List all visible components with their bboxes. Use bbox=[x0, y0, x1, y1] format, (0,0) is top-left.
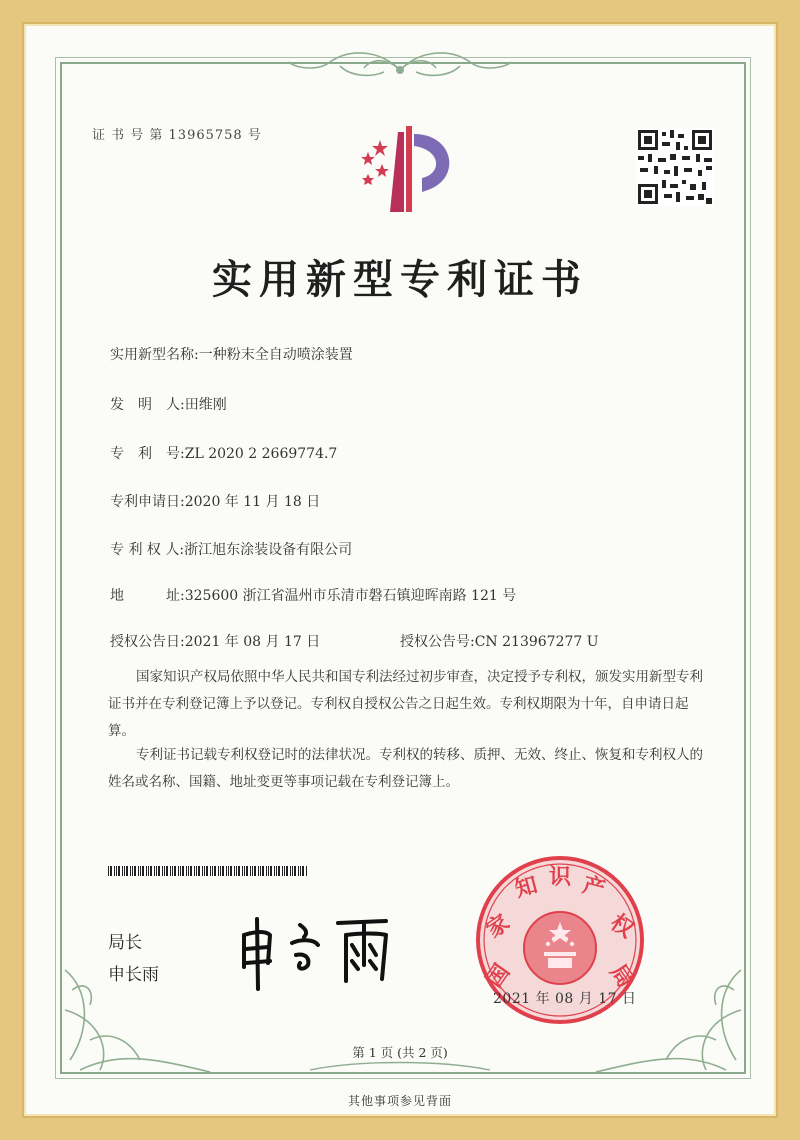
director-name: 申长雨 bbox=[108, 965, 159, 985]
grant-number-label: 授权公告号: bbox=[400, 634, 475, 650]
inventor-label: 发 明 人: bbox=[110, 397, 185, 413]
patentee-value: 浙江旭东涂装设备有限公司 bbox=[184, 542, 353, 558]
svg-text:家: 家 bbox=[481, 909, 515, 944]
inventor-value: 田维刚 bbox=[184, 397, 227, 413]
top-ornament-icon bbox=[280, 40, 520, 86]
svg-text:局: 局 bbox=[604, 959, 639, 993]
patent-number-row bbox=[110, 443, 337, 463]
certificate-title: 实用新型专利证书 bbox=[212, 256, 588, 303]
grant-date-label: 授权公告日: bbox=[110, 634, 185, 650]
filing-date-value: 2020 年 11 月 18 日 bbox=[184, 494, 321, 510]
svg-text:知: 知 bbox=[512, 871, 541, 903]
filing-date-label: 专利申请日: bbox=[110, 494, 185, 510]
grant-date-row bbox=[110, 631, 320, 651]
patentee-label: 专 利 权 人: bbox=[110, 542, 185, 558]
inventor-row bbox=[110, 394, 227, 414]
grant-number-value: CN 213967277 U bbox=[474, 634, 599, 650]
filing-date-row bbox=[110, 491, 320, 511]
patent-number-value: ZL 2020 2 2669774.7 bbox=[184, 446, 338, 462]
certificate-number: 证 书 号 第 13965758 号 bbox=[92, 128, 262, 143]
svg-text:识: 识 bbox=[548, 864, 572, 890]
patent-number-label: 专 利 号: bbox=[110, 446, 185, 462]
grant-date-value: 2021 年 08 月 17 日 bbox=[184, 634, 321, 650]
patentee-row bbox=[110, 539, 352, 559]
svg-text:权: 权 bbox=[605, 909, 639, 944]
utility-model-name-value: 一种粉末全自动喷涂装置 bbox=[198, 347, 353, 363]
address-value: 325600 浙江省温州市乐清市磐石镇迎晖南路 121 号 bbox=[184, 588, 517, 604]
page-number: 第 1 页 (共 2 页) bbox=[352, 1045, 448, 1060]
utility-model-name-row bbox=[110, 344, 353, 364]
barcode-icon bbox=[108, 866, 308, 876]
svg-text:产: 产 bbox=[579, 871, 608, 903]
address-label: 地 址: bbox=[110, 588, 185, 604]
address-row bbox=[110, 585, 516, 605]
grant-number-row bbox=[400, 631, 599, 651]
legal-status-paragraph: 专利证书记载专利权登记时的法律状况。专利权的转移、质押、无效、终止、恢复和专利权人的姓名或名称、国籍、地址变更等事项记载在专利登记簿上。 bbox=[108, 747, 703, 790]
bottom-center-ornament-icon bbox=[300, 1060, 500, 1080]
patent-office-logo-icon bbox=[346, 120, 464, 218]
director-title: 局长 bbox=[108, 933, 142, 953]
handwritten-signature-icon bbox=[230, 905, 410, 995]
grant-statement-paragraph: 国家知识产权局依照中华人民共和国专利法经过初步审查，决定授予专利权，颁发实用新型专利证书并在专利登记簿上予以登记。专利权自授权公告之日起生效。专利权期限为十年，自申请日起算。 bbox=[108, 669, 703, 739]
seal-date: 2021 年 08 月 17 日 bbox=[493, 991, 637, 1007]
qr-code-icon bbox=[636, 128, 714, 206]
footer-note: 其他事项参见背面 bbox=[347, 1094, 452, 1108]
svg-text:国: 国 bbox=[481, 959, 516, 993]
utility-model-name-label: 实用新型名称: bbox=[110, 347, 199, 363]
